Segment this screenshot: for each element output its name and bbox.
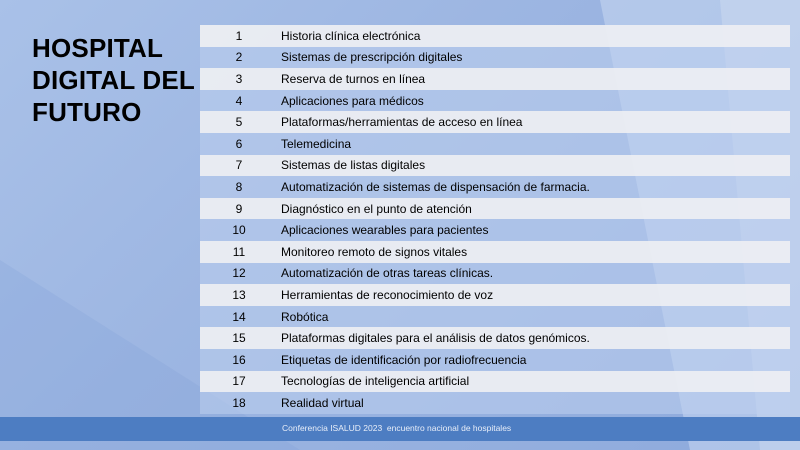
row-label: Realidad virtual <box>281 395 364 410</box>
row-number: 4 <box>235 93 243 108</box>
row-number: 6 <box>235 136 243 151</box>
slide-title <box>32 32 202 128</box>
table-row <box>200 284 790 306</box>
table-row <box>200 263 790 285</box>
row-label: Aplicaciones wearables para pacientes <box>281 223 489 238</box>
row-number: 3 <box>235 71 243 86</box>
row-label: Plataformas/herramientas de acceso en línea <box>281 115 523 130</box>
table-row <box>200 198 790 220</box>
table-row <box>200 371 790 393</box>
table-row <box>200 47 790 69</box>
footer-text: Conferencia ISALUD 2023 encuentro nacional de hospitales <box>282 423 512 433</box>
row-number: 8 <box>235 179 243 194</box>
technology-list-table <box>200 25 790 414</box>
row-label: Historia clínica electrónica <box>281 28 421 43</box>
row-number: 16 <box>232 352 246 367</box>
title-line: DIGITAL DEL <box>32 65 196 95</box>
row-number: 12 <box>232 266 246 281</box>
table-row <box>200 25 790 47</box>
row-number: 15 <box>232 331 246 346</box>
row-number: 11 <box>232 244 246 259</box>
row-label: Monitoreo remoto de signos vitales <box>281 244 468 259</box>
row-number: 13 <box>232 287 246 302</box>
table-row <box>200 306 790 328</box>
row-number: 9 <box>235 201 243 216</box>
row-label: Reserva de turnos en línea <box>281 71 426 86</box>
row-number: 17 <box>232 374 246 389</box>
table-row <box>200 155 790 177</box>
table-row <box>200 349 790 371</box>
row-number: 5 <box>235 115 243 130</box>
row-label: Sistemas de prescripción digitales <box>281 50 463 65</box>
row-number: 14 <box>232 309 246 324</box>
footer-bar <box>0 417 800 441</box>
table-row <box>200 90 790 112</box>
row-label: Plataformas digitales para el análisis de datos genómicos. <box>281 331 590 346</box>
row-number: 18 <box>232 395 246 410</box>
table-row <box>200 111 790 133</box>
table-row <box>200 176 790 198</box>
row-number: 1 <box>235 28 243 43</box>
table-row <box>200 219 790 241</box>
row-label: Diagnóstico en el punto de atención <box>281 201 472 216</box>
row-label: Tecnologías de inteligencia artificial <box>281 374 470 389</box>
row-label: Aplicaciones para médicos <box>281 93 424 108</box>
table-row <box>200 241 790 263</box>
table-row <box>200 133 790 155</box>
row-number: 7 <box>235 158 243 173</box>
row-label: Automatización de sistemas de dispensación de farmacia. <box>281 179 590 194</box>
table-row <box>200 392 790 414</box>
table-row <box>200 68 790 90</box>
row-number: 10 <box>232 223 246 238</box>
row-label: Sistemas de listas digitales <box>281 158 426 173</box>
row-label: Etiquetas de identificación por radiofrecuencia <box>281 352 527 367</box>
title-line: HOSPITAL <box>32 33 164 63</box>
table-row <box>200 327 790 349</box>
row-label: Automatización de otras tareas clínicas. <box>281 266 494 281</box>
row-label: Telemedicina <box>281 136 352 151</box>
row-number: 2 <box>235 50 243 65</box>
row-label: Herramientas de reconocimiento de voz <box>281 287 494 302</box>
title-line: FUTURO <box>32 97 142 127</box>
row-label: Robótica <box>281 309 329 324</box>
